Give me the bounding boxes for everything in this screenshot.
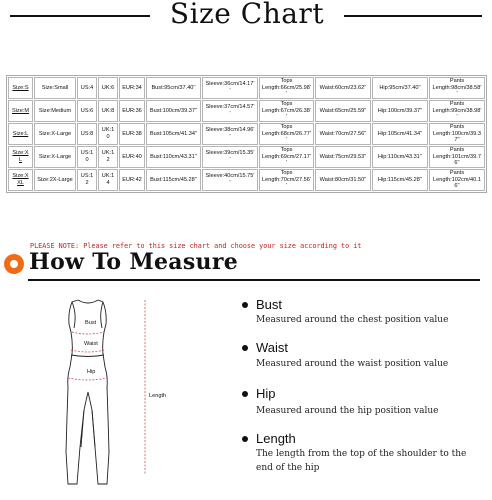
bullet-icon	[242, 302, 248, 308]
table-cell: Size:2X-Large	[34, 169, 76, 191]
body-figure	[50, 292, 240, 492]
jumpsuit-outline	[50, 292, 240, 492]
table-row	[8, 77, 485, 99]
table-cell: US:6	[77, 100, 97, 122]
table-cell: Sleeve:38cm/14.96''	[202, 123, 258, 145]
waist-seam	[71, 355, 104, 357]
table-cell: US:12	[77, 169, 97, 191]
table-cell: Size:XXL	[8, 169, 33, 191]
table-cell: US:4	[77, 77, 97, 99]
measure-desc: Measured around the waist position value	[256, 359, 449, 369]
table-cell: Size:XL	[8, 146, 33, 168]
table-cell: UK:8	[98, 100, 118, 122]
table-cell: EUR:40	[119, 146, 145, 168]
table-cell: EUR:36	[119, 100, 145, 122]
table-cell: Waist:60cm/23.62''	[315, 77, 371, 99]
bullet-icon	[242, 391, 248, 397]
size-chart-body	[8, 77, 485, 191]
figure-label-waist: Waist	[84, 341, 98, 347]
bullet-icon	[242, 436, 248, 442]
size-chart-table	[6, 75, 487, 193]
table-cell: Hip:100cm/39.37''	[372, 100, 428, 122]
table-cell: UK:12	[98, 146, 118, 168]
size-note: PLEASE NOTE: Please refer to this size chart and choose your size according to it	[30, 242, 362, 250]
table-row	[8, 123, 485, 145]
table-cell: Hip:110cm/43.31''	[372, 146, 428, 168]
table-cell: Pants Length:98cm/38.58''	[429, 77, 485, 99]
header	[0, 0, 492, 34]
table-cell: Sleeve:40cm/15.75''	[202, 169, 258, 191]
table-cell: Sleeve:36cm/14.17''	[202, 77, 258, 99]
table-cell: Size:S	[8, 77, 33, 99]
table-cell: Hip:115cm/45.28''	[372, 169, 428, 191]
left-leg-seam	[81, 410, 84, 447]
target-icon	[4, 254, 24, 274]
how-to-measure-title: How To Measure	[29, 249, 239, 275]
table-cell: EUR:34	[119, 77, 145, 99]
table-cell: Size:M	[8, 100, 33, 122]
table-cell: Bust:110cm/43.31''	[146, 146, 201, 168]
table-cell: Tops Length:66cm/25.98''	[259, 77, 314, 99]
bullet-icon	[242, 345, 248, 351]
table-cell: Bust:105cm/41.34''	[146, 123, 201, 145]
table-cell: Sleeve:37cm/14.57''	[202, 100, 258, 122]
table-cell: Pants Length:99cm/38.98''	[429, 100, 485, 122]
table-cell: Tops Length:67cm/26.38''	[259, 100, 314, 122]
table-cell: Pants Length:102cm/40.16''	[429, 169, 485, 191]
table-cell: Waist:75cm/29.53''	[315, 146, 371, 168]
page-title: Size Chart	[169, 0, 325, 30]
table-cell: Size:X-Large	[34, 146, 76, 168]
neckline	[78, 300, 98, 303]
table-row	[8, 146, 485, 168]
table-cell: Hip:105cm/41.34''	[372, 123, 428, 145]
table-row	[8, 169, 485, 191]
table-cell: US:8	[77, 123, 97, 145]
table-cell: UK:10	[98, 123, 118, 145]
table-cell: Waist:80cm/31.50''	[315, 169, 371, 191]
title-rule-right	[344, 15, 482, 17]
table-cell: Pants Length:100cm/39.37''	[429, 123, 485, 145]
measure-desc: Measured around the hip position value	[256, 406, 439, 416]
table-cell: UK:14	[98, 169, 118, 191]
table-cell: Size:X-Large	[34, 123, 76, 145]
measure-desc: The length from the top of the shoulder to the end of the hip	[256, 449, 467, 473]
table-cell: UK:6	[98, 77, 118, 99]
table-cell: Hip:95cm/37.40''	[372, 77, 428, 99]
table-cell: Pants Length:101cm/39.76''	[429, 146, 485, 168]
bust-guide	[72, 332, 104, 334]
table-cell: Waist:70cm/27.56''	[315, 123, 371, 145]
body-outline	[66, 300, 109, 484]
measure-title: Bust	[256, 297, 283, 312]
table-cell: Tops Length:70cm/27.56''	[259, 169, 314, 191]
table-cell: Size:Small	[34, 77, 76, 99]
heading-underline	[28, 279, 480, 281]
table-cell: Size:Medium	[34, 100, 76, 122]
table-cell: Size:L	[8, 123, 33, 145]
waist-guide	[71, 350, 104, 352]
table-cell: EUR:42	[119, 169, 145, 191]
table-cell: Bust:95cm/37.40''	[146, 77, 201, 99]
measure-title: Length	[256, 431, 296, 446]
table-cell: Bust:115cm/45.28''	[146, 169, 201, 191]
measure-desc: Measured around the chest position value	[256, 315, 449, 325]
hip-guide	[68, 378, 107, 380]
table-cell: EUR:38	[119, 123, 145, 145]
figure-label-bust: Bust	[85, 320, 97, 326]
figure-label-length: Length	[149, 393, 167, 399]
table-row	[8, 100, 485, 122]
measure-title: Hip	[256, 386, 276, 401]
table-cell: US:10	[77, 146, 97, 168]
left-armhole	[72, 302, 75, 328]
measure-title: Waist	[256, 340, 289, 355]
right-armhole	[101, 302, 103, 328]
figure-label-hip: Hip	[87, 369, 96, 375]
table-cell: Tops Length:68cm/26.77''	[259, 123, 314, 145]
right-leg-seam	[92, 410, 95, 447]
table-cell: Waist:65cm/25.59''	[315, 100, 371, 122]
table-cell: Tops Length:69cm/27.17''	[259, 146, 314, 168]
title-rule-left	[10, 15, 150, 17]
table-cell: Bust:100cm/39.37''	[146, 100, 201, 122]
table-cell: Sleeve:39cm/15.35''	[202, 146, 258, 168]
